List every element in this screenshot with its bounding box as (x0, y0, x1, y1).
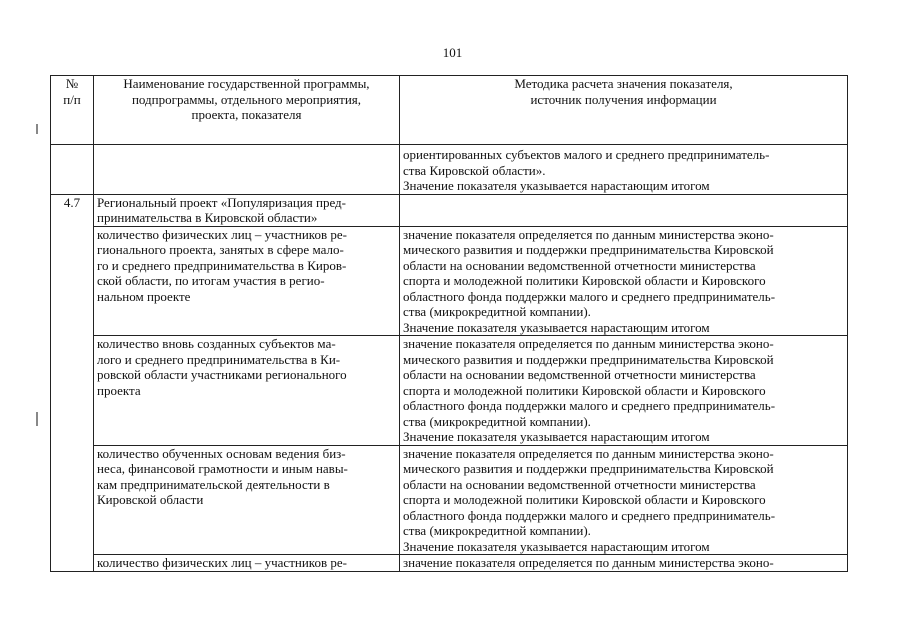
cell-indicator-method (400, 226, 848, 336)
cell-indicator-name (94, 226, 400, 336)
method-line: областного фонда поддержки малого и среднего предприниматель- (403, 288, 776, 304)
method-line: ориентированных субъектов малого и среднего предприниматель- (403, 147, 770, 162)
name-line: проекта (97, 382, 141, 398)
method-line: ства (микрокредитной компании). (403, 413, 591, 429)
method-line: спорта и молодежной политики Кировской области и Кировского (403, 382, 766, 398)
name-line: неса, финансовой грамотности и иным навы- (97, 461, 348, 476)
name-line: кам предпринимательской деятельности в (97, 476, 330, 492)
table-row-project (51, 194, 848, 226)
name-line: гионального проекта, занятых в сфере мало- (97, 242, 344, 257)
method-line: области на основании ведомственной отчетности министерства (403, 367, 756, 382)
indicators-table (50, 75, 848, 572)
header-num (51, 76, 94, 145)
method-line: значение показателя определяется по данным министерства эконо- (403, 445, 774, 461)
table-row (51, 555, 848, 572)
cell-indicator-method (400, 555, 848, 572)
name-line: количество вновь созданных субъектов ма- (97, 336, 336, 351)
name-line: количество обученных основам ведения биз- (97, 445, 346, 461)
cell-project-name (94, 194, 400, 226)
cell-indicator-name (94, 336, 400, 446)
header-name-line: подпрограммы, отдельного мероприятия, (131, 91, 362, 107)
method-line: области на основании ведомственной отчетности министерства (403, 476, 756, 492)
cell-project-num: 4.7 (51, 194, 94, 571)
project-name-line: Региональный проект «Популяризация пред- (97, 194, 346, 210)
header-method-line: Методика расчета значения показателя, (514, 76, 733, 91)
method-line: мического развития и поддержки предпринимательства Кировской (403, 242, 774, 257)
method-line: Значение показателя указывается нарастающим итогом (403, 538, 710, 554)
project-name-line: принимательства в Кировской области» (97, 210, 318, 225)
method-line: ства (микрокредитной компании). (403, 523, 591, 538)
method-line: спорта и молодежной политики Кировской области и Кировского (403, 492, 766, 507)
cell-indicator-method (400, 445, 848, 555)
header-num-line: № (65, 76, 79, 91)
name-line: го и среднего предпринимательства в Киров- (97, 257, 347, 273)
header-method (400, 76, 848, 145)
table-row (51, 226, 848, 336)
method-line: Значение показателя указывается нарастающим итогом (403, 429, 710, 444)
method-line: Значение показателя указывается нарастающим итогом (403, 319, 710, 335)
scan-artifact (36, 124, 38, 134)
method-line: значение показателя определяется по данным министерства эконо- (403, 226, 774, 242)
method-line: Значение показателя указывается нарастающим итогом (403, 178, 710, 193)
method-line: ства (микрокредитной компании). (403, 304, 591, 319)
header-name (94, 76, 400, 145)
method-line: спорта и молодежной политики Кировской области и Кировского (403, 273, 766, 288)
cell-indicator-name (94, 555, 400, 572)
name-line: количество физических лиц – участников ре- (97, 226, 347, 242)
scan-artifact (36, 412, 38, 426)
method-line: мического развития и поддержки предпринимательства Кировской (403, 351, 774, 367)
method-line: областного фонда поддержки малого и среднего предприниматель- (403, 398, 776, 413)
name-line: Кировской области (97, 492, 204, 507)
name-line: нальном проекте (97, 288, 191, 304)
name-line: количество физических лиц – участников ре- (97, 555, 347, 570)
cell-indicator-method (400, 336, 848, 446)
cell-name (94, 145, 400, 195)
page-number: 101 (442, 45, 463, 60)
header-num-line: п/п (63, 91, 81, 107)
header-name-line: Наименование государственной программы, (123, 76, 370, 91)
cell-project-method (400, 194, 848, 226)
method-line: области на основании ведомственной отчетности министерства (403, 257, 756, 273)
name-line: ровской области участниками регионального (97, 367, 347, 382)
table-row (51, 445, 848, 555)
name-line: лого и среднего предпринимательства в Ки- (97, 351, 341, 367)
method-line: областного фонда поддержки малого и среднего предприниматель- (403, 507, 776, 523)
name-line: ской области, по итогам участия в регио- (97, 273, 325, 288)
method-line: ства Кировской области». (403, 162, 546, 178)
table-row-continuation (51, 145, 848, 195)
method-line: значение показателя определяется по данным министерства эконо- (403, 336, 774, 351)
table-header-row (51, 76, 848, 145)
header-name-line: проекта, показателя (191, 107, 302, 122)
cell-indicator-name (94, 445, 400, 555)
cell-method (400, 145, 848, 195)
header-method-line: источник получения информации (530, 91, 717, 107)
method-line: мического развития и поддержки предпринимательства Кировской (403, 461, 774, 476)
cell-num (51, 145, 94, 195)
table-row (51, 336, 848, 446)
method-line: значение показателя определяется по данным министерства эконо- (403, 555, 774, 570)
